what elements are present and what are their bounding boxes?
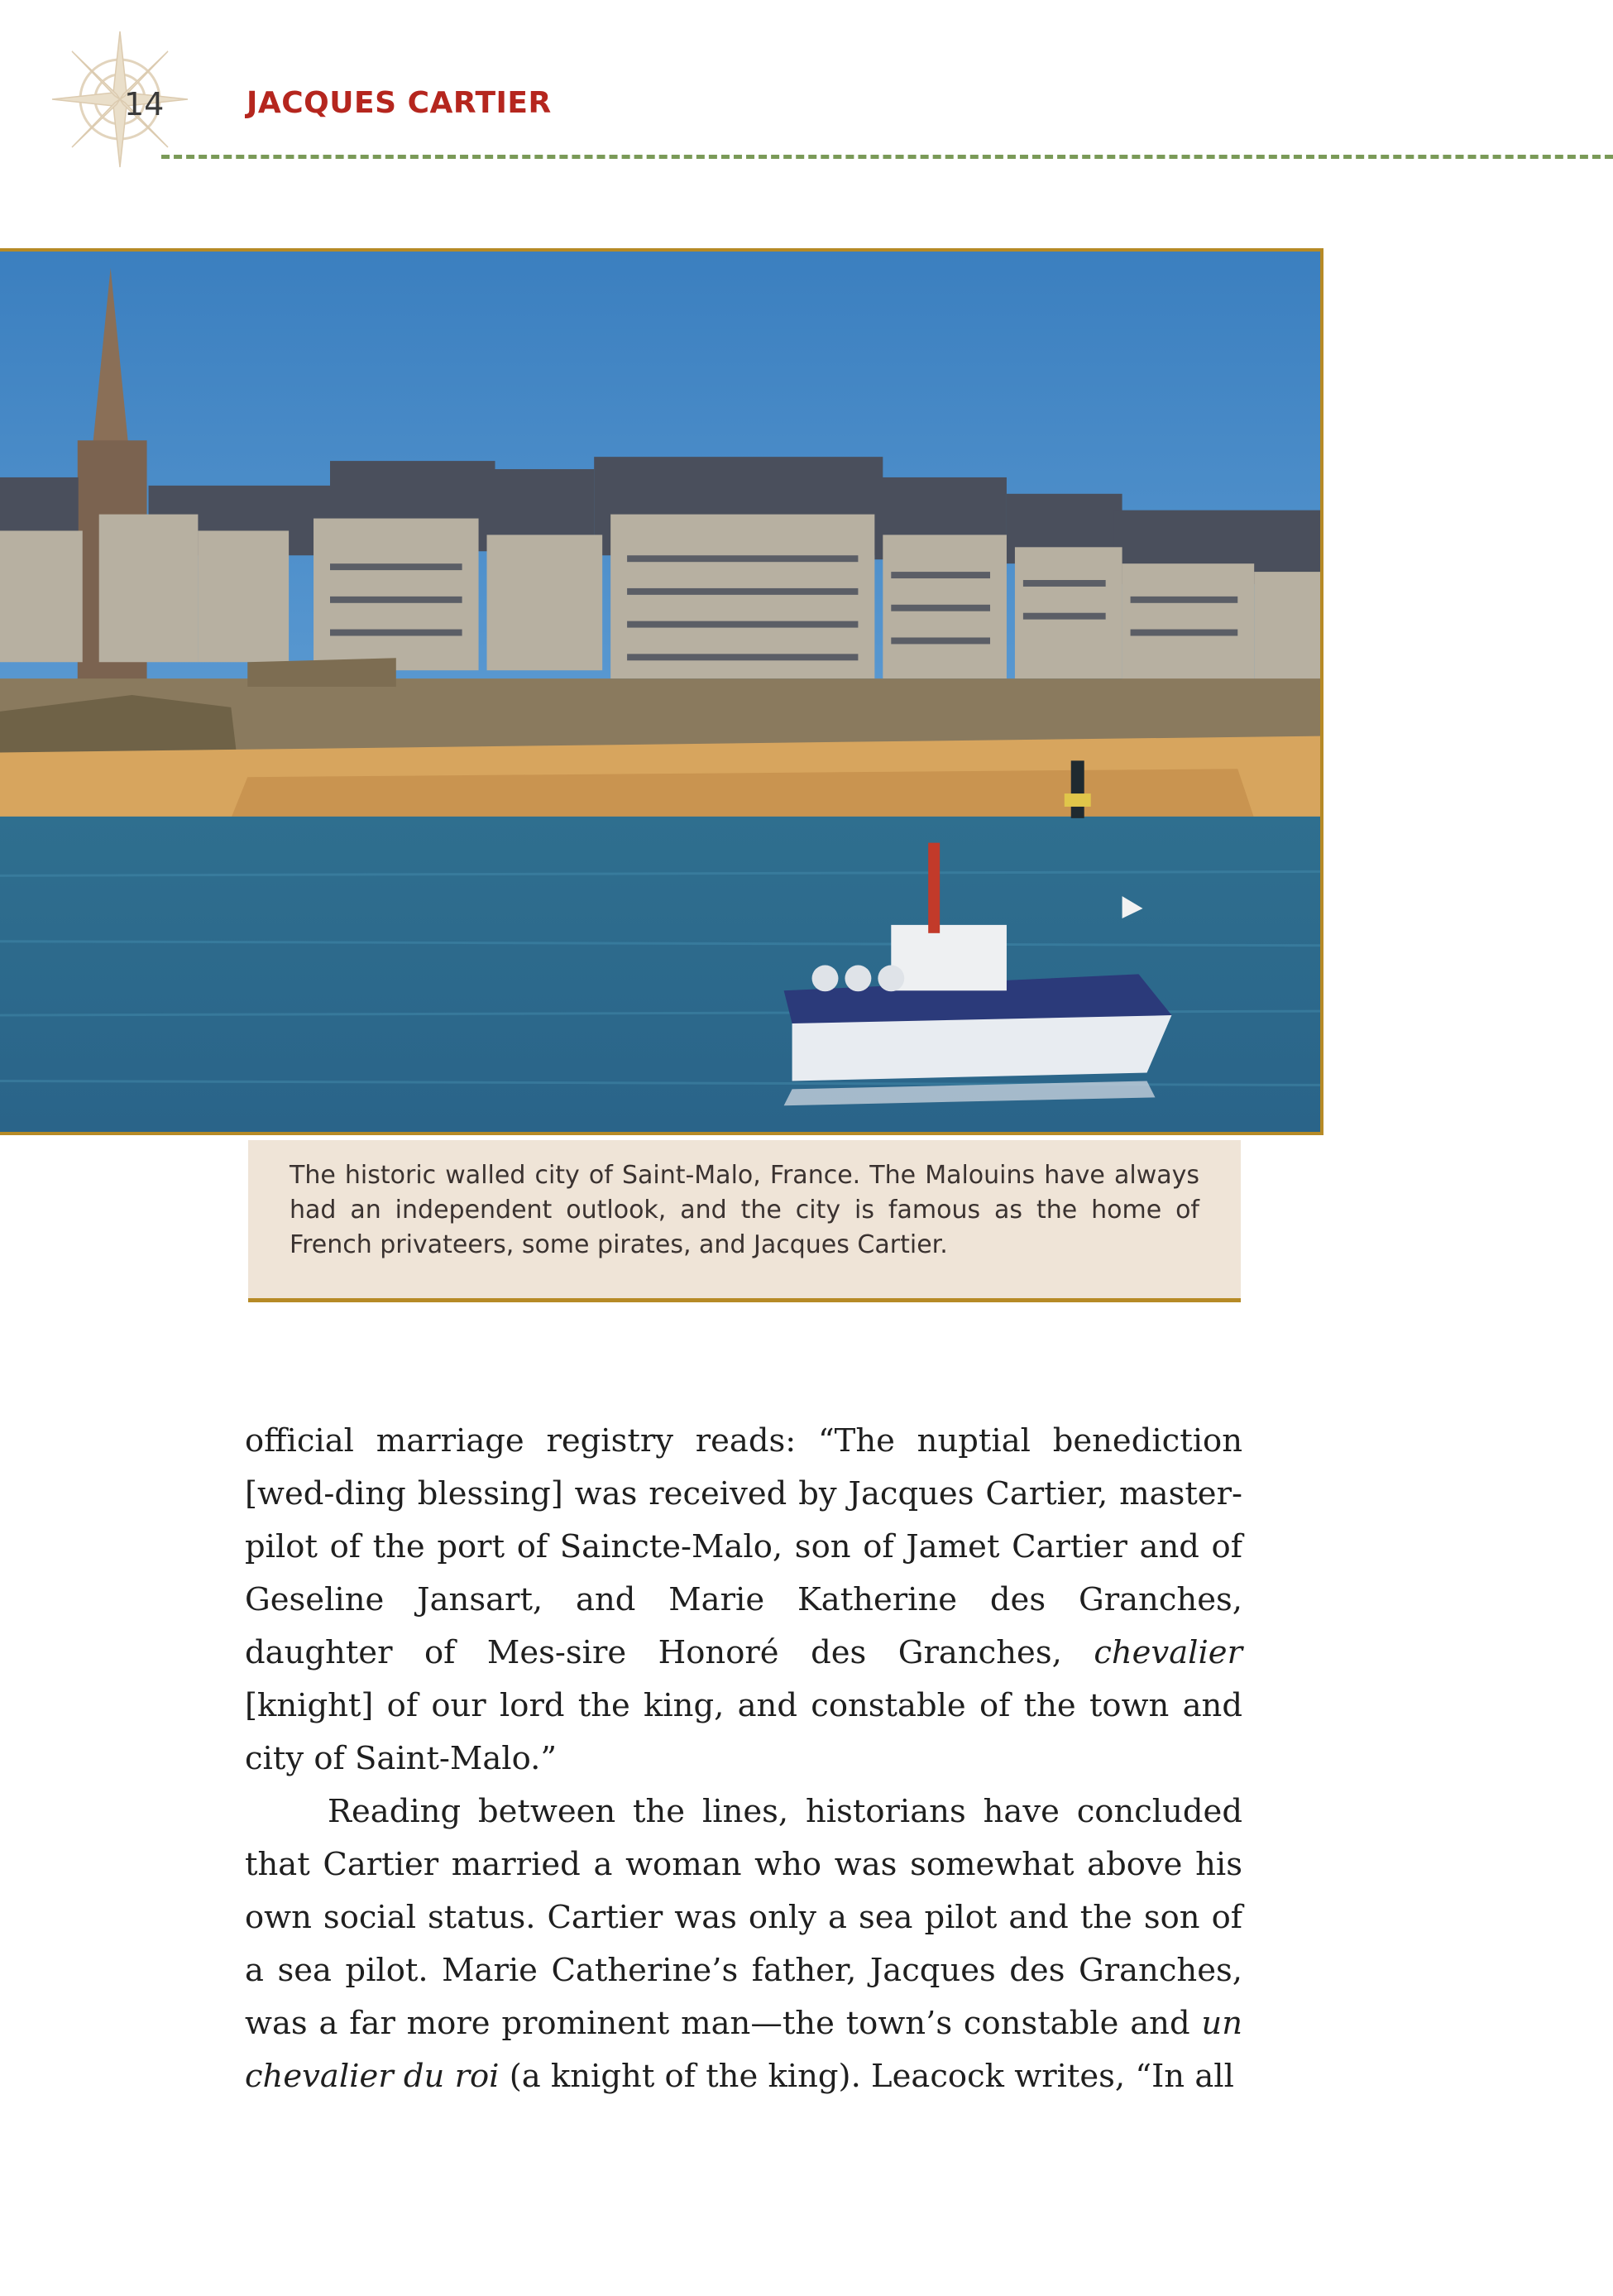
body-paragraph-2-part-b: (a knight of the king). Leacock writes, “In all [499,2058,1234,2095]
compass-rose-icon [45,25,194,174]
photo-caption-box [248,1140,1241,1302]
running-head-title: JACQUES CARTIER [246,86,552,120]
body-text [245,1415,1242,2103]
body-paragraph-2-italic: un chevalier du roi [245,2005,1242,2095]
header-divider [161,155,1613,159]
body-paragraph-1-italic: chevalier [1094,1634,1242,1671]
page-number: 14 [124,86,165,122]
body-paragraph-1-part-a: official marriage registry reads: “The nuptial benediction [wed-ding blessing] was received by Jacques Cartier, master-pilot of the port of Saincte-Malo, son of Jamet Cartier and of Geseline Jansart, and Marie Katherine des Granches, daughter of Mes-sire Honoré des Granches, [245,1422,1242,1671]
saint-malo-photo [0,248,1323,1135]
body-paragraph-1 [245,1415,1242,1786]
body-paragraph-2 [245,1786,1242,2103]
body-paragraph-2-part-a: Reading between the lines, historians have concluded that Cartier married a woman who was somewhat above his own social status. Cartier was only a sea pilot and the son of a sea pilot. Marie Catherine’s father, Jacques des Granches, was a far more prominent man—the town’s constable and [245,1793,1242,2042]
body-paragraph-1-part-b: [knight] of our lord the king, and constable of the town and city of Saint-Malo.” [245,1687,1242,1777]
photo-caption: The historic walled city of Saint-Malo, France. The Malouins have always had an independent outlook, and the city is famous as the home of French privateers, some pirates, and Jacques Cartier. [290,1161,1199,1259]
